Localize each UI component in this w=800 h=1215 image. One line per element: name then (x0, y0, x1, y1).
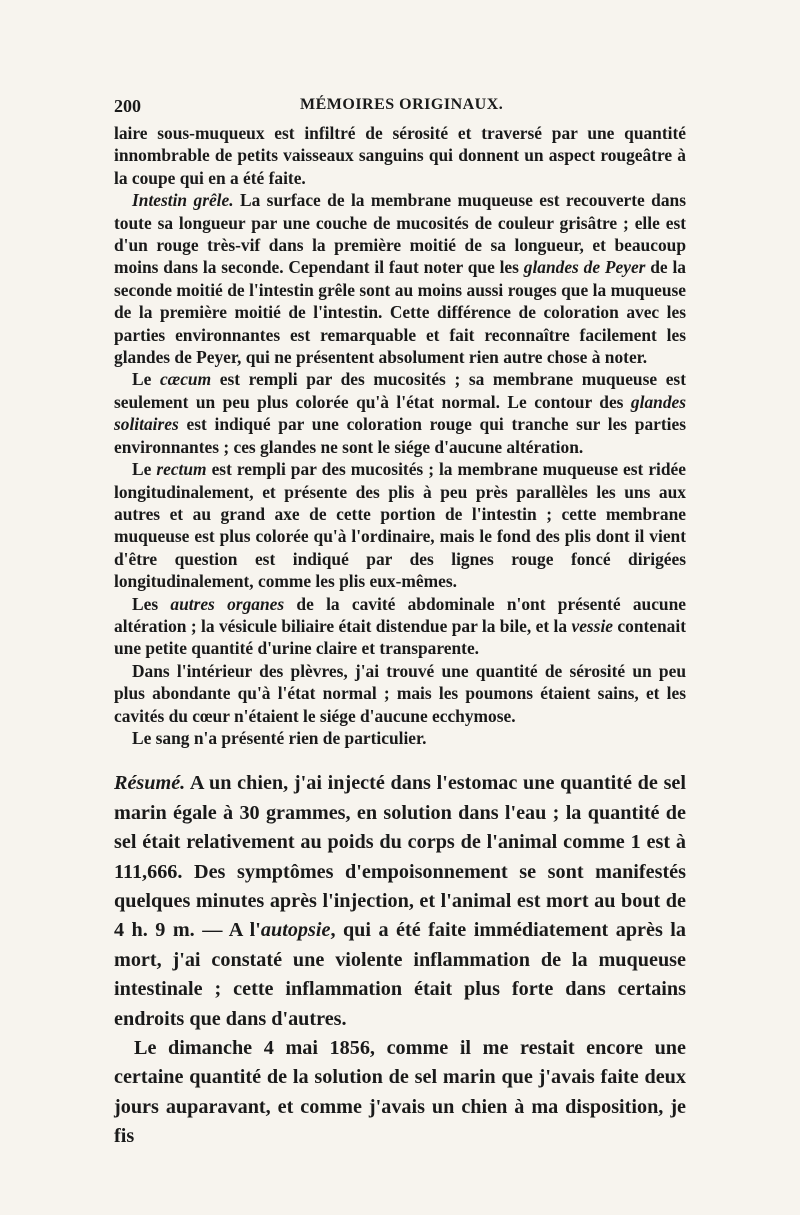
text-run: Le (132, 459, 157, 480)
paragraph (114, 458, 686, 592)
page-header (114, 96, 686, 122)
paragraph (114, 727, 686, 749)
running-title: MÉMOIRES ORIGINAUX. (300, 96, 504, 113)
text-run: Les (132, 593, 171, 614)
text-run: contenait une petite quantité d'urine claire et transparente. (114, 615, 686, 659)
italic-run: cæcum (159, 369, 212, 390)
text-run: Le dimanche 4 mai 1856, comme il me restait encore une certaine quantité de la solution de sel marin que j'avais faite deux jours auparavant, et comme j'avais un chien à ma disposition, je fis (114, 1037, 686, 1148)
italic-run: autopsie (260, 919, 331, 942)
paragraph (114, 189, 686, 368)
text-run: de la seconde moitié de l'intestin grêle sont au moins aussi rouges que la muqueuse de la première moitié de l'intestin. Cette différence de coloration avec les parties environnantes est remarquable et fait reconnaître facilement les glandes de Peyer, qui ne présentent absolument rien autre chose à noter. (114, 257, 686, 368)
text-run: Le sang n'a présenté rien de particulier. (132, 727, 427, 748)
paragraph (114, 122, 686, 189)
paragraph (114, 769, 686, 1034)
page-number: 200 (114, 96, 141, 116)
paragraph (114, 660, 686, 727)
text-run: Le (132, 369, 160, 390)
italic-run: glandes de Peyer (523, 257, 646, 278)
text-run: est indiqué par une coloration rouge qui tranche sur les parties environnantes ; ces glandes ne sont le siége d'aucune altération. (114, 414, 686, 457)
paragraph (114, 593, 686, 660)
text-run: laire sous-muqueux est infiltré de sérosité et traversé par une quantité innombrable de petits vaisseaux sanguins qui donnent un aspect rougeâtre à la coupe qui en a été faite. (114, 123, 686, 188)
summary-section (114, 769, 686, 1151)
text-run: Dans l'intérieur des plèvres, j'ai trouvé une quantité de sérosité un peu plus abondante qu'à l'état normal ; mais les poumons étaient sains, et les cavités du cœur n'étaient le siége d'aucune ecchymose. (114, 660, 686, 726)
text-run: , qui a été faite immédiatement après la mort, j'ai constaté une violente inflammation de la muqueuse intestinale ; cette inflammation était plus forte dans certains endroits que dans d'autres. (114, 919, 686, 1030)
italic-run: Résumé. (114, 772, 186, 795)
document-page (114, 96, 686, 1152)
paragraph (114, 1034, 686, 1152)
autopsy-notes (114, 122, 686, 749)
italic-run: glandes solitaires (114, 391, 686, 435)
text-run: de la cavité abdominale n'ont présenté aucune altération ; la vésicule biliaire était distendue par la bile, et la (114, 593, 686, 636)
italic-run: autres organes (170, 593, 285, 614)
italic-run: Intestin grêle. (132, 190, 234, 211)
italic-run: vessie (571, 615, 613, 636)
text-run: est rempli par des mucosités ; sa membrane muqueuse est seulement un peu plus colorée qu'à l'état normal. Le contour des (114, 369, 686, 412)
text-run: La surface de la membrane muqueuse est recouverte dans toute sa longueur par une couche de mucosités de couleur grisâtre ; elle est d'un rouge très-vif dans la première moitié de sa longueur, et beaucoup moins dans la seconde. Cependant il faut noter que les (114, 190, 686, 278)
text-run: A un chien, j'ai injecté dans l'estomac une quantité de sel marin égale à 30 grammes, en solution dans l'eau ; la quantité de sel était relativement au poids du corps de l'animal comme 1 est à 111,666. Des symptômes d'empoisonnement se sont manifestés quelques minutes après l'injection, et l'animal est mort au bout de 4 h. 9 m. — A l' (114, 772, 686, 942)
paragraph (114, 368, 686, 458)
italic-run: rectum (156, 459, 207, 480)
text-run: est rempli par des mucosités ; la membrane muqueuse est ridée longitudinalement, et présente des plis à peu près parallèles les uns aux autres et au grand axe de cette portion de l'intestin ; cette membrane muqueuse est plus colorée qu'à l'ordinaire, mais le fond des plis dont il vient d'être question est indiqué par des lignes rouge foncé dirigées longitudinalement, comme les plis eux-mêmes. (114, 459, 686, 592)
